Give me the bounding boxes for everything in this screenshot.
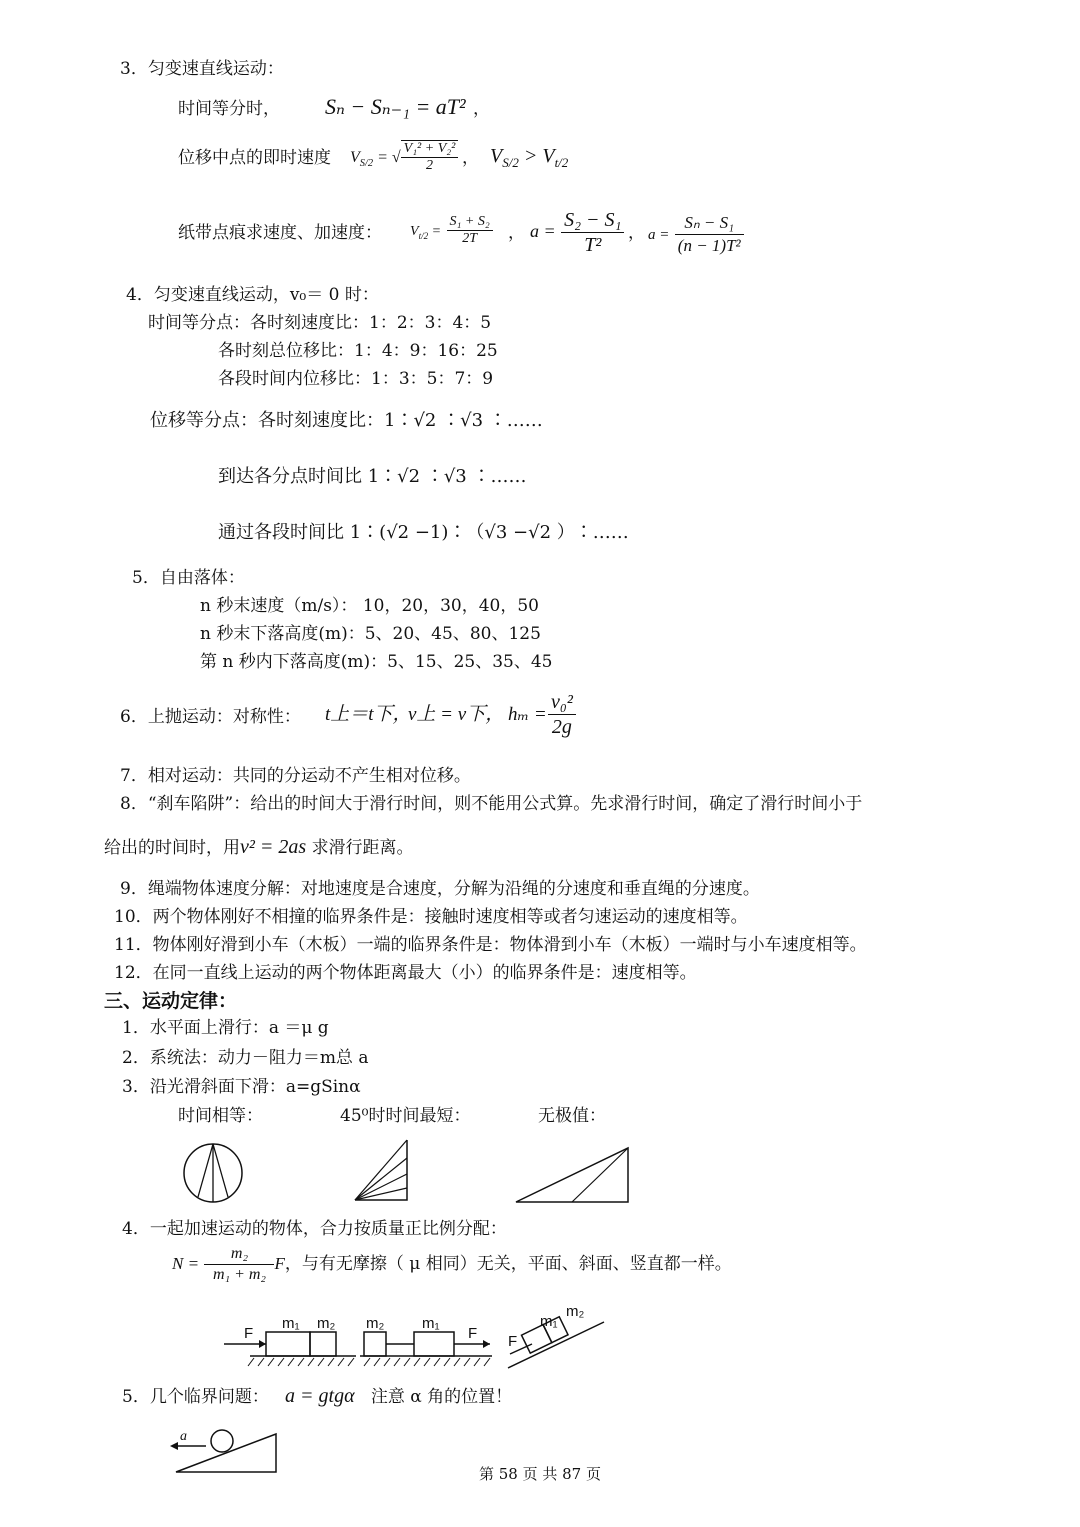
s5-l3: 第 n 秒内下落高度(m)：5、15、25、35、45: [200, 652, 553, 672]
s12: 12．在同一直线上运动的两个物体距离最大（小）的临界条件是：速度相等。: [114, 963, 697, 983]
s3-l1-end: ，: [473, 99, 490, 119]
svg-text:a: a: [180, 1429, 187, 1444]
s3-l3-label: 纸带点痕求速度、加速度：: [178, 223, 382, 243]
s6-text: 6．上抛运动：对称性：: [120, 707, 301, 727]
s10: 10．两个物体刚好不相撞的临界条件是：接触时速度相等或者匀速运动的速度相等。: [114, 907, 748, 927]
s9: 9．绳端物体速度分解：对地速度是合速度，分解为沿绳的分速度和垂直绳的分速度。: [120, 879, 760, 899]
d2: 2．系统法：动力－阻力＝m总 a: [122, 1048, 369, 1068]
s6-f3: hₘ =: [508, 704, 547, 725]
d4: 4．一起加速运动的物体，合力按质量正比例分配：: [122, 1219, 507, 1239]
s3-l3-sep: ，: [508, 223, 525, 243]
fig-label-2: 45⁰时时间最短：: [340, 1106, 471, 1126]
section-title: 三、运动定律：: [104, 990, 238, 1012]
d5: 5．几个临界问题： a = gtgα 注意 α 角的位置！: [122, 1385, 513, 1407]
fig-label-1: 时间相等：: [178, 1106, 263, 1126]
fig-label-3: 无极值：: [538, 1106, 606, 1126]
s3-heading: 3．匀变速直线运动：: [120, 59, 284, 79]
s5-heading: 5．自由落体：: [132, 568, 245, 588]
s8a: 8．“刹车陷阱”：给出的时间大于滑行时间，则不能用公式算。先求滑行时间，确定了滑行时间小于: [120, 794, 863, 814]
s8b: 给出的时间时，用v² = 2as 求滑行距离。: [104, 836, 414, 858]
s6-frac: $\frac{\text{v₀²}}{2g}$: [548, 690, 576, 739]
svg-text:m₁: m₁: [422, 1315, 440, 1332]
s3-l3-sep2: ，: [628, 223, 645, 243]
s3-l1-formula: Sₙ − Sₙ₋₁ = aT²: [325, 94, 466, 119]
s4-d1: 位移等分点：各时刻速度比：1∶√2 ∶√3 ∶……: [150, 410, 543, 431]
s3-l2-label: 位移中点的即时速度: [178, 148, 331, 168]
d4-formula: N = $\frac{\text{m₂}}{\text{m₁ + m₂}}$ F，与有无摩擦（ μ 相同）无关，平面、斜面、竖直都一样。: [172, 1245, 732, 1283]
s3-l2-formula: $V_{S/2}$ = √ $\frac{\text{V₁² + V₂²}}{2}$: [350, 140, 458, 175]
svg-text:m₁: m₁: [540, 1313, 558, 1330]
s4-t2: 各时刻总位移比：1：4：9：16：25: [218, 341, 498, 361]
s4-d2: 到达各分点时间比 1∶√2 ∶√3 ∶……: [218, 466, 527, 487]
svg-text:m₂: m₂: [317, 1315, 336, 1332]
s3-l2-end: ，: [462, 148, 479, 168]
s4-d3: 通过各段时间比 1∶(√2 −1)∶（√3 −√2 ）∶……: [218, 522, 629, 543]
s3-l3-formula2: a = $\frac{\text{S₂ − S₁}}{\text{T²}}$: [530, 208, 624, 257]
blocks-diagram: [220, 1303, 610, 1372]
s4-t1: 时间等分点：各时刻速度比：1：2：3：4：5: [148, 313, 492, 333]
d1: 1．水平面上滑行：a ＝μ g: [122, 1018, 329, 1038]
circle-diagram: [178, 1138, 248, 1208]
svg-text:m₂: m₂: [566, 1303, 585, 1320]
s4-t3: 各段时间内位移比：1：3：5：7：9: [218, 369, 494, 389]
no-extremum-diagram: [512, 1144, 634, 1206]
s5-l1: n 秒末速度（m/s）： 10，20，30，40，50: [200, 596, 539, 616]
svg-text:m₁: m₁: [282, 1315, 300, 1332]
svg-text:F: F: [468, 1325, 478, 1342]
incline-fan-diagram: [350, 1136, 412, 1204]
s11: 11．物体刚好滑到小车（木板）一端的临界条件是：物体滑到小车（木板）一端时与小车速度相等。: [114, 935, 867, 955]
svg-text:F: F: [244, 1325, 254, 1342]
s6-f1: t上＝t下，: [325, 704, 412, 725]
s3-l2-compare: $V_{S/2} > V_{t/2}$: [490, 145, 569, 170]
s5-l2: n 秒末下落高度(m)：5、20、45、80、125: [200, 624, 541, 644]
svg-text:m₂: m₂: [366, 1315, 385, 1332]
svg-text:F: F: [508, 1333, 518, 1350]
s3-l3-formula3: a = $\frac{\text{Sₙ − S₁}}{\text{(n − 1)T²}}$: [648, 212, 744, 257]
s3-l3-formula1: $V_{t/2}$ = $\frac{\text{S₁ + S₂}}{2T}$: [410, 214, 493, 247]
s4-heading: 4．匀变速直线运动，v₀＝ 0 时：: [126, 285, 379, 305]
s7: 7．相对运动：共同的分运动不产生相对位移。: [120, 766, 471, 786]
s6-f2: v上 = v下，: [408, 704, 505, 725]
page-footer: 第 58 页 共 87 页: [478, 1465, 601, 1483]
d3: 3．沿光滑斜面下滑：a=gSinα: [122, 1077, 361, 1097]
s3-l1-label: 时间等分时，: [178, 99, 280, 119]
